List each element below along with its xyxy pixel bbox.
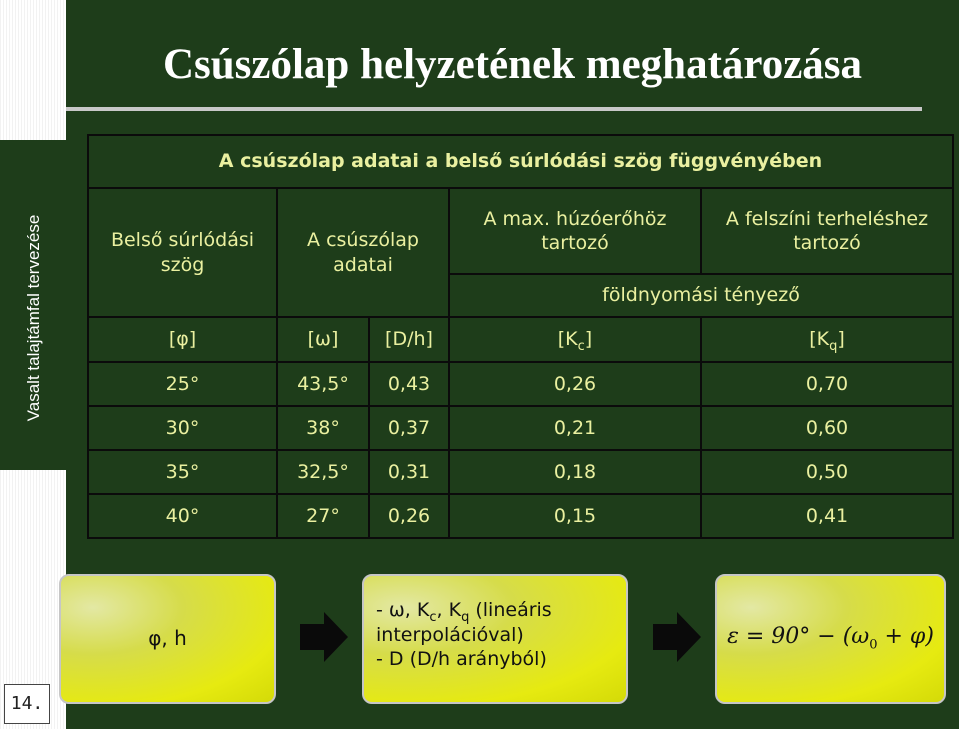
page-number: 14. bbox=[4, 684, 50, 724]
cell-kc: 0,18 bbox=[449, 450, 701, 494]
interpolation-line-2: interpolációval) bbox=[376, 623, 524, 646]
table-row bbox=[88, 450, 953, 494]
table-caption: A csúszólap adatai a belső súrlódási szög függvényében bbox=[88, 135, 953, 188]
cell-phi: 35° bbox=[88, 450, 277, 494]
cell-kq: 0,70 bbox=[701, 362, 953, 406]
cell-omega: 43,5° bbox=[277, 362, 369, 406]
unit-dh: [D/h] bbox=[369, 317, 449, 362]
header-max-tension: A max. húzóerőhöz tartozó bbox=[449, 188, 701, 274]
cell-kc: 0,21 bbox=[449, 406, 701, 450]
unit-omega: [ω] bbox=[277, 317, 369, 362]
table-row bbox=[88, 406, 953, 450]
header-earth-pressure-coefficient: földnyomási tényező bbox=[449, 274, 953, 317]
cell-kc: 0,26 bbox=[449, 362, 701, 406]
cell-kc: 0,15 bbox=[449, 494, 701, 538]
header-friction-angle: Belső súrlódási szög bbox=[88, 188, 277, 317]
cell-dh: 0,26 bbox=[369, 494, 449, 538]
cell-kq: 0,60 bbox=[701, 406, 953, 450]
right-arrow-icon bbox=[300, 612, 348, 662]
formula-box bbox=[715, 574, 946, 704]
table-row bbox=[88, 362, 953, 406]
interpolation-box bbox=[362, 574, 628, 704]
title-divider bbox=[66, 107, 922, 111]
right-arrow-icon bbox=[653, 612, 701, 662]
cell-phi: 40° bbox=[88, 494, 277, 538]
units-row bbox=[88, 317, 953, 362]
cell-omega: 38° bbox=[277, 406, 369, 450]
cell-dh: 0,31 bbox=[369, 450, 449, 494]
interpolation-line-1: - ω, $K_c$, $K_q$ (lineáris bbox=[376, 599, 552, 625]
formula-text: $\varepsilon = 90^\circ - (\omega_0 + \varphi)$ bbox=[727, 624, 934, 653]
interpolation-box-text bbox=[376, 598, 552, 672]
input-box-text: φ, h bbox=[148, 626, 187, 650]
side-title: Vasalt talajtámfal tervezése bbox=[24, 214, 43, 422]
cell-omega: 27° bbox=[277, 494, 369, 538]
header-slip-surface-data: A csúszólap adatai bbox=[277, 188, 449, 317]
cell-dh: 0,37 bbox=[369, 406, 449, 450]
data-table bbox=[87, 134, 954, 539]
cell-dh: 0,43 bbox=[369, 362, 449, 406]
header-surface-load: A felszíni terheléshez tartozó bbox=[701, 188, 953, 274]
cell-phi: 30° bbox=[88, 406, 277, 450]
input-box bbox=[59, 574, 276, 704]
page-title: Csúszólap helyzetének meghatározása bbox=[162, 41, 863, 88]
unit-kc: $[K_c]$ bbox=[449, 317, 701, 362]
unit-phi: [φ] bbox=[88, 317, 277, 362]
cell-phi: 25° bbox=[88, 362, 277, 406]
unit-kq: $[K_q]$ bbox=[701, 317, 953, 362]
cell-kq: 0,50 bbox=[701, 450, 953, 494]
interpolation-line-3: - D (D/h arányból) bbox=[376, 648, 547, 671]
table-row bbox=[88, 494, 953, 538]
cell-kq: 0,41 bbox=[701, 494, 953, 538]
cell-omega: 32,5° bbox=[277, 450, 369, 494]
